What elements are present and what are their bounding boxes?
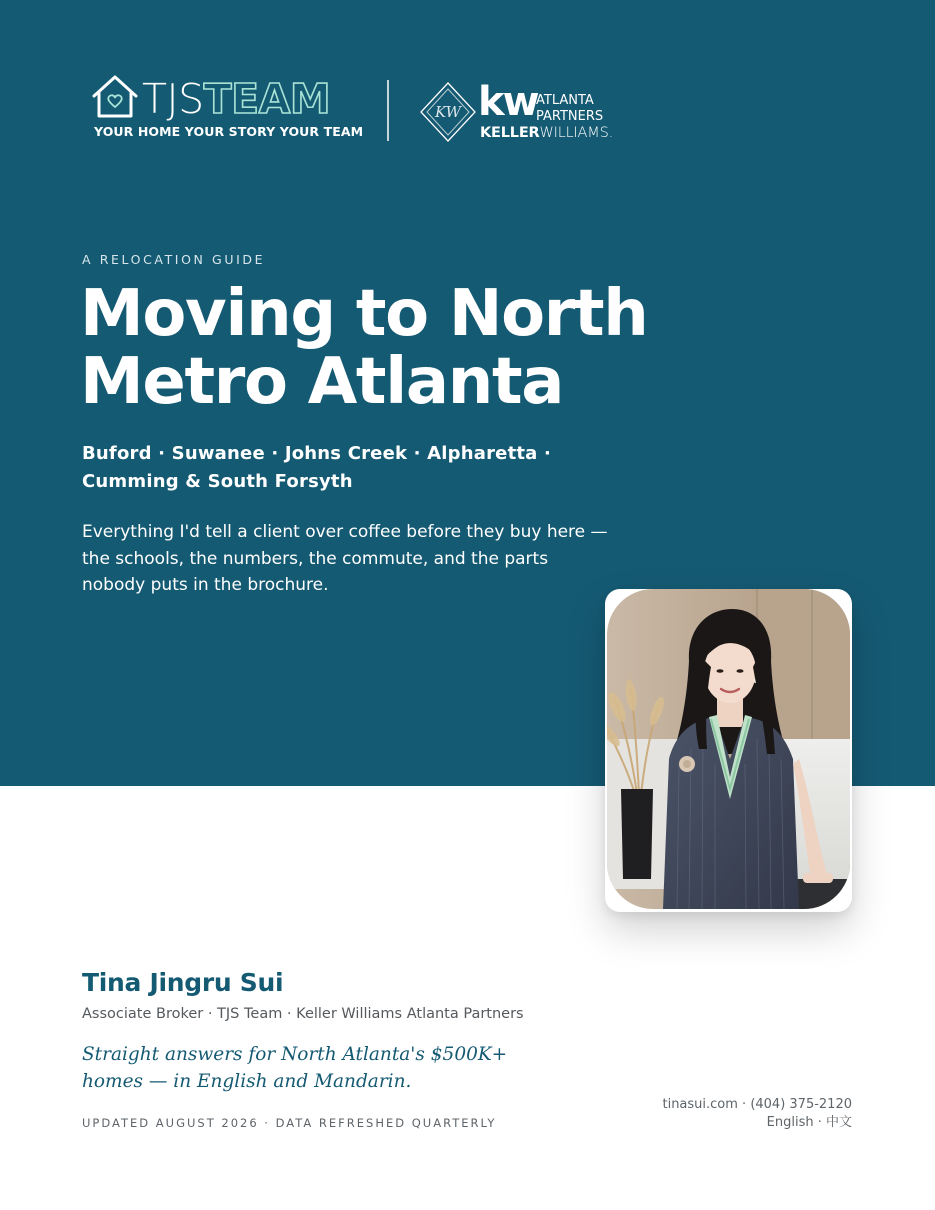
kw-diamond-icon <box>418 80 478 144</box>
house-heart-icon <box>90 74 140 120</box>
keller-williams-logo[interactable] <box>418 80 618 144</box>
agent-name: Tina Jingru Sui <box>82 968 284 997</box>
kw-office-name <box>536 93 603 125</box>
intro-paragraph: Everything I'd tell a client over coffee before they buy here — the schools, the numbers, the commute, and the parts nobody puts in the brochure. <box>82 522 608 595</box>
kw-diamond-text: KW <box>434 103 462 121</box>
kw-office-line1: ATLANTA <box>536 93 594 108</box>
kw-mark: kw <box>478 79 538 125</box>
agent-portrait-card <box>605 589 852 912</box>
kw-williams: WILLIAMS. <box>539 125 613 141</box>
agent-tagline: Straight answers for North Atlanta's $500K+ homes — in English and Mandarin. <box>82 1044 508 1092</box>
updated-note: UPDATED AUGUST 2026 · DATA REFRESHED QUARTERLY <box>82 1116 497 1130</box>
tjs-wordmark-bold: TEAM <box>203 75 331 123</box>
kw-keller: KELLER <box>480 125 540 141</box>
kw-office-line2: PARTNERS <box>536 109 604 124</box>
tjs-wordmark <box>142 76 330 122</box>
town-list: Buford · Suwanee · Johns Creek · Alpharetta · Cumming & South Forsyth <box>82 443 552 492</box>
page-title-line1: Moving to North <box>80 277 648 351</box>
tjs-team-logo[interactable] <box>90 74 364 144</box>
agent-role: Associate Broker · TJS Team · Keller Williams Atlanta Partners <box>82 1006 524 1022</box>
tjs-tagline: YOUR HOME YOUR STORY YOUR TEAM <box>94 124 364 139</box>
contact-info <box>662 1096 852 1131</box>
agent-portrait-illustration <box>607 589 850 909</box>
kw-keller-williams <box>480 125 613 141</box>
agent-portrait-photo <box>607 589 850 909</box>
contact-languages: English · 中文 <box>766 1114 852 1130</box>
contact-website-phone[interactable]: tinasui.com · (404) 375-2120 <box>662 1097 852 1112</box>
tjs-wordmark-light: TJS <box>142 75 204 123</box>
logo-divider <box>387 80 389 141</box>
guide-eyebrow: A RELOCATION GUIDE <box>82 252 266 267</box>
page-title <box>80 277 680 419</box>
page-title-line2: Metro Atlanta <box>80 345 564 419</box>
